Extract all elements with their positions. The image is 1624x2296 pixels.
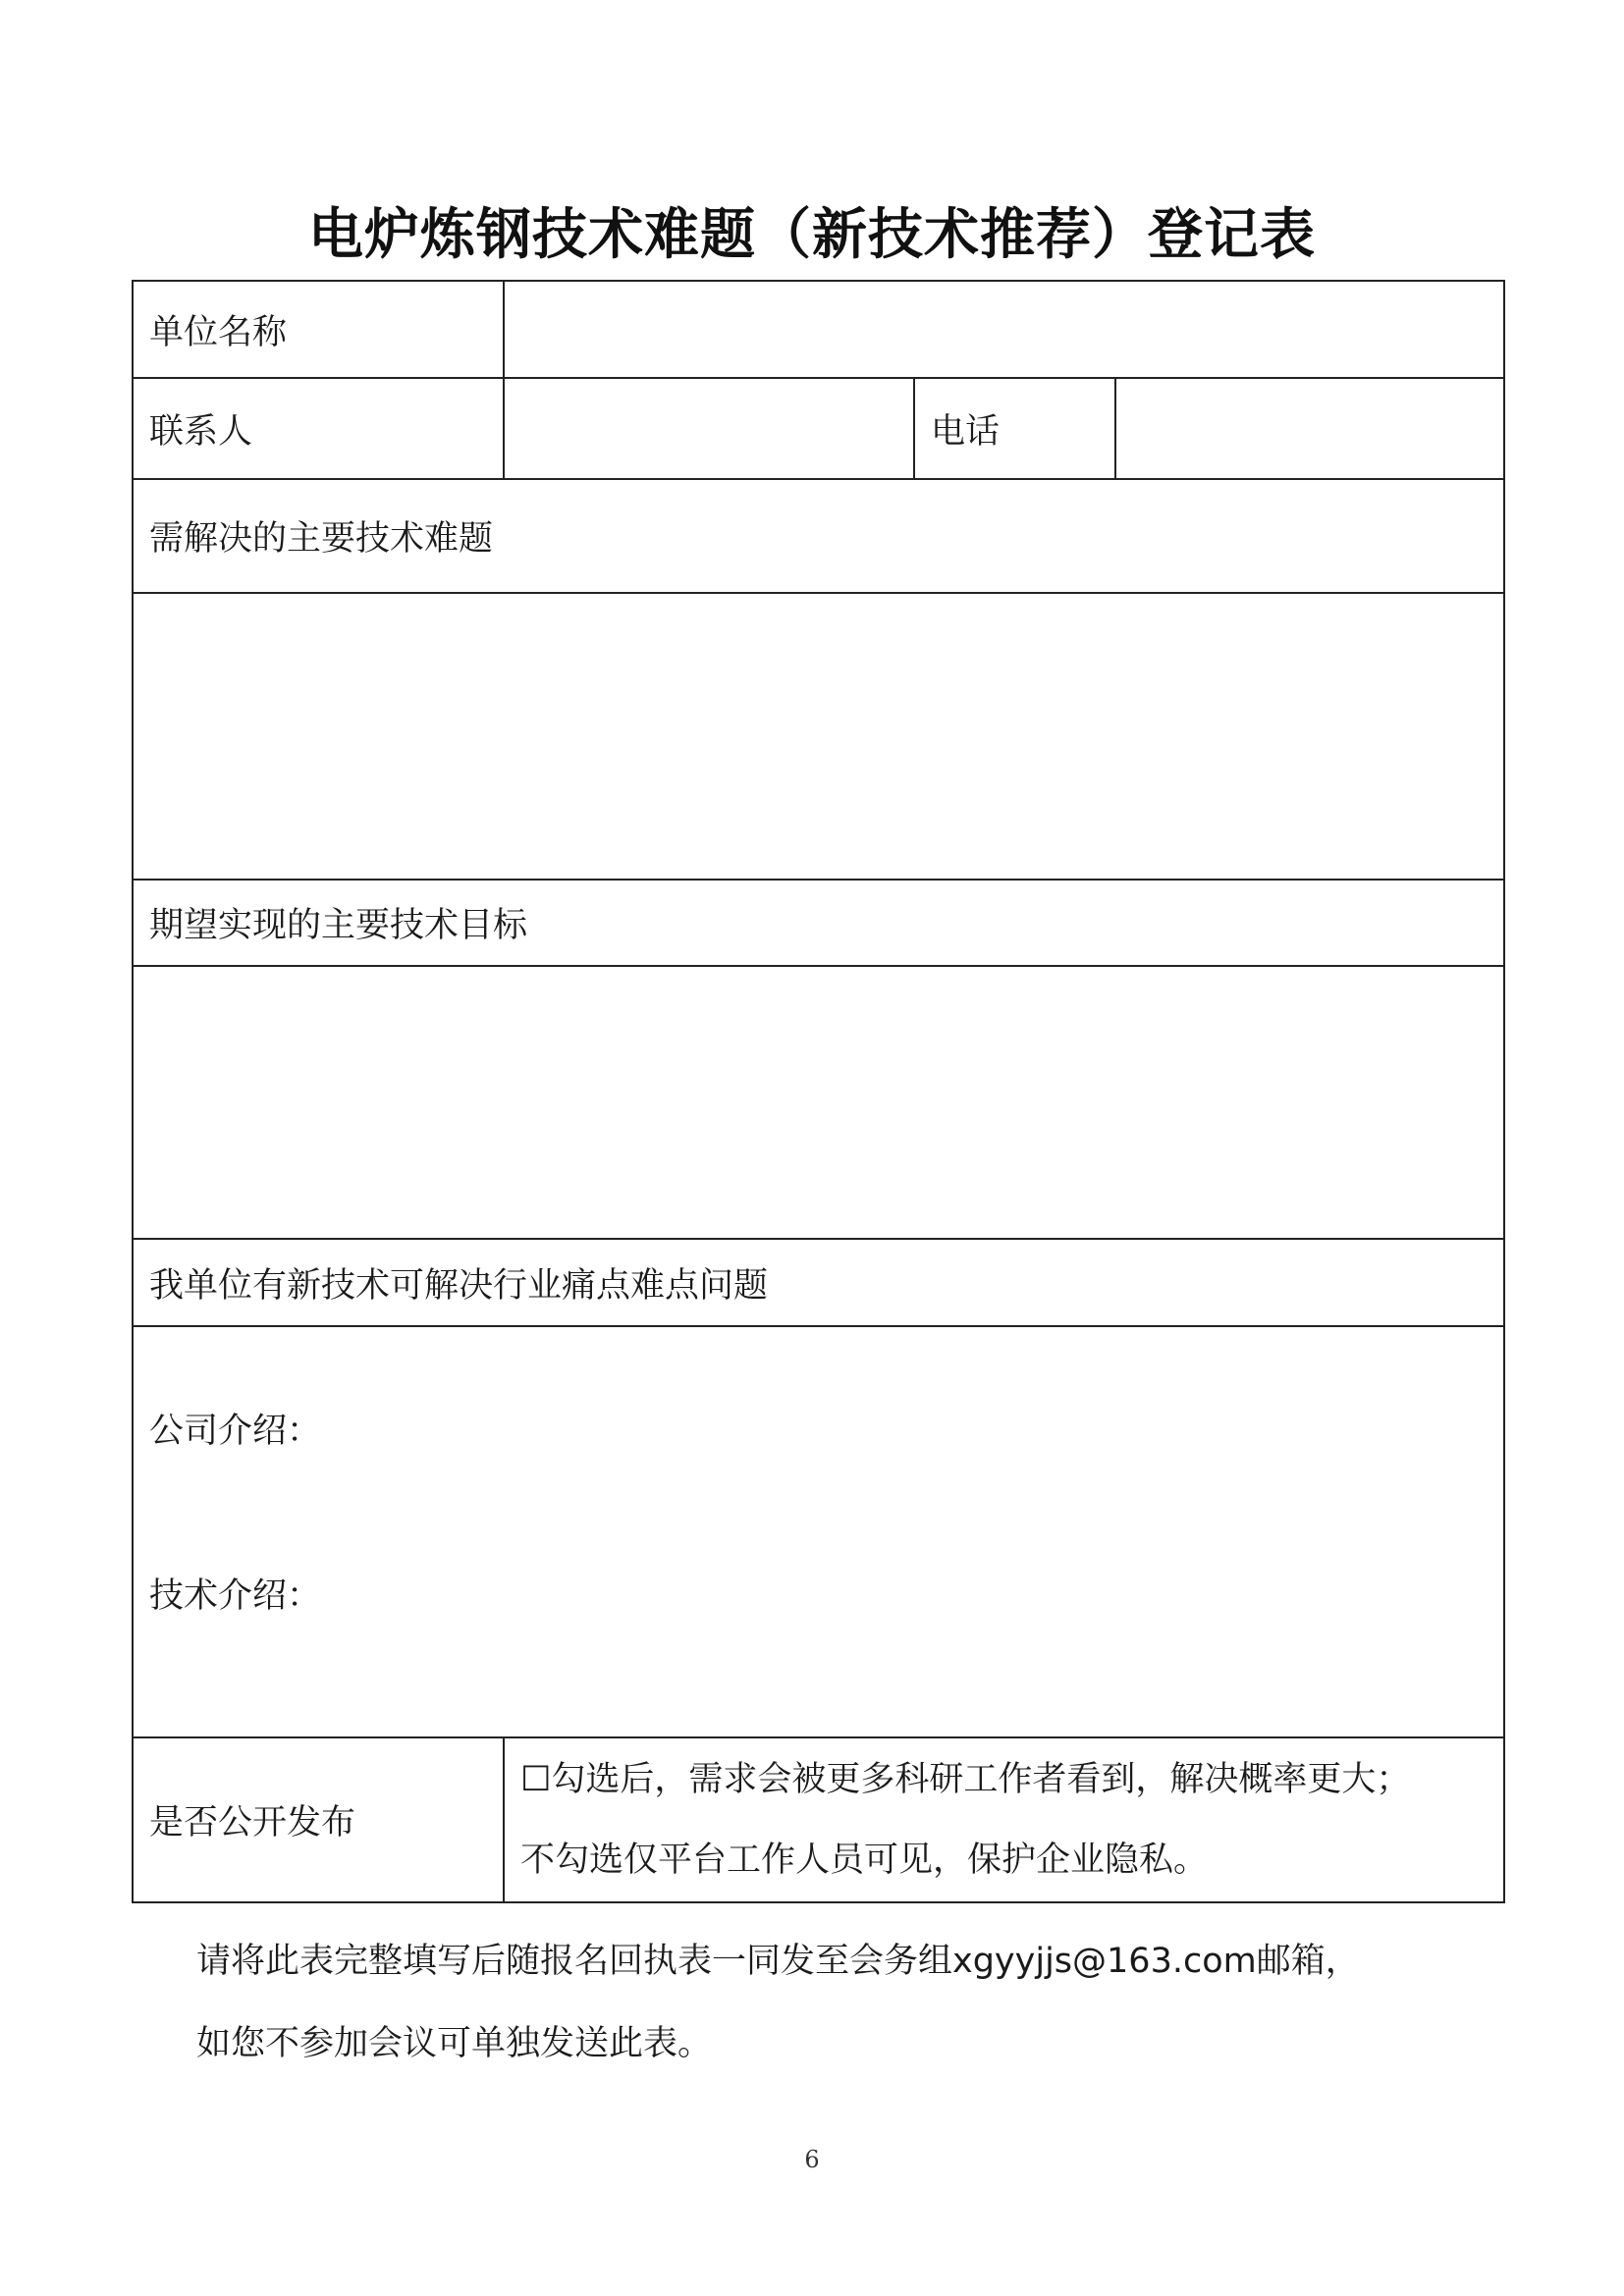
- unit-name-row: [133, 281, 1504, 378]
- goal-label-row: [133, 880, 1504, 966]
- phone-label: 电话: [914, 378, 1115, 479]
- new-tech-row: [133, 1239, 1504, 1326]
- footnote-line1: 请将此表完整填写后随报名回执表一同发至会务组xgyyjjs@163.com邮箱，: [196, 1942, 1360, 1981]
- goal-label: 期望实现的主要技术目标: [133, 880, 1504, 966]
- intro-field[interactable]: [133, 1326, 1504, 1737]
- publish-option-line2: 不勾选仅平台工作人员可见，保护企业隐私。: [520, 1841, 1209, 1880]
- contact-row: [133, 378, 1504, 479]
- publish-option-line1: [520, 1739, 1503, 1820]
- footnote-line2: 如您不参加会议可单独发送此表。: [196, 2024, 713, 2063]
- problem-field[interactable]: [133, 593, 1504, 880]
- publish-label: 是否公开发布: [133, 1737, 504, 1902]
- page-title: 电炉炼钢技术难题（新技术推荐）登记表: [308, 203, 1316, 267]
- contact-field[interactable]: [504, 378, 914, 479]
- phone-field[interactable]: [1115, 378, 1504, 479]
- tech-intro-label: 技术介绍：: [149, 1576, 322, 1616]
- publish-checkbox[interactable]: ☐: [520, 1760, 552, 1799]
- goal-row: [133, 966, 1504, 1239]
- publish-option-text: 勾选后，需求会被更多科研工作者看到，解决概率更大；: [551, 1760, 1411, 1799]
- contact-label: 联系人: [133, 378, 504, 479]
- new-tech-label: 我单位有新技术可解决行业痛点难点问题: [133, 1239, 1504, 1326]
- goal-field[interactable]: [133, 966, 1504, 1239]
- problem-label: 需解决的主要技术难题: [133, 479, 1504, 593]
- registration-form-table: [132, 280, 1505, 1903]
- unit-name-field[interactable]: [504, 281, 1504, 378]
- problem-row: [133, 593, 1504, 880]
- problem-label-row: [133, 479, 1504, 593]
- company-intro-label: 公司介绍：: [149, 1412, 322, 1451]
- page-number: 6: [804, 2146, 820, 2173]
- publish-row: [133, 1737, 1504, 1902]
- intro-row: [133, 1326, 1504, 1737]
- unit-name-label: 单位名称: [133, 281, 504, 378]
- publish-options: [504, 1737, 1504, 1902]
